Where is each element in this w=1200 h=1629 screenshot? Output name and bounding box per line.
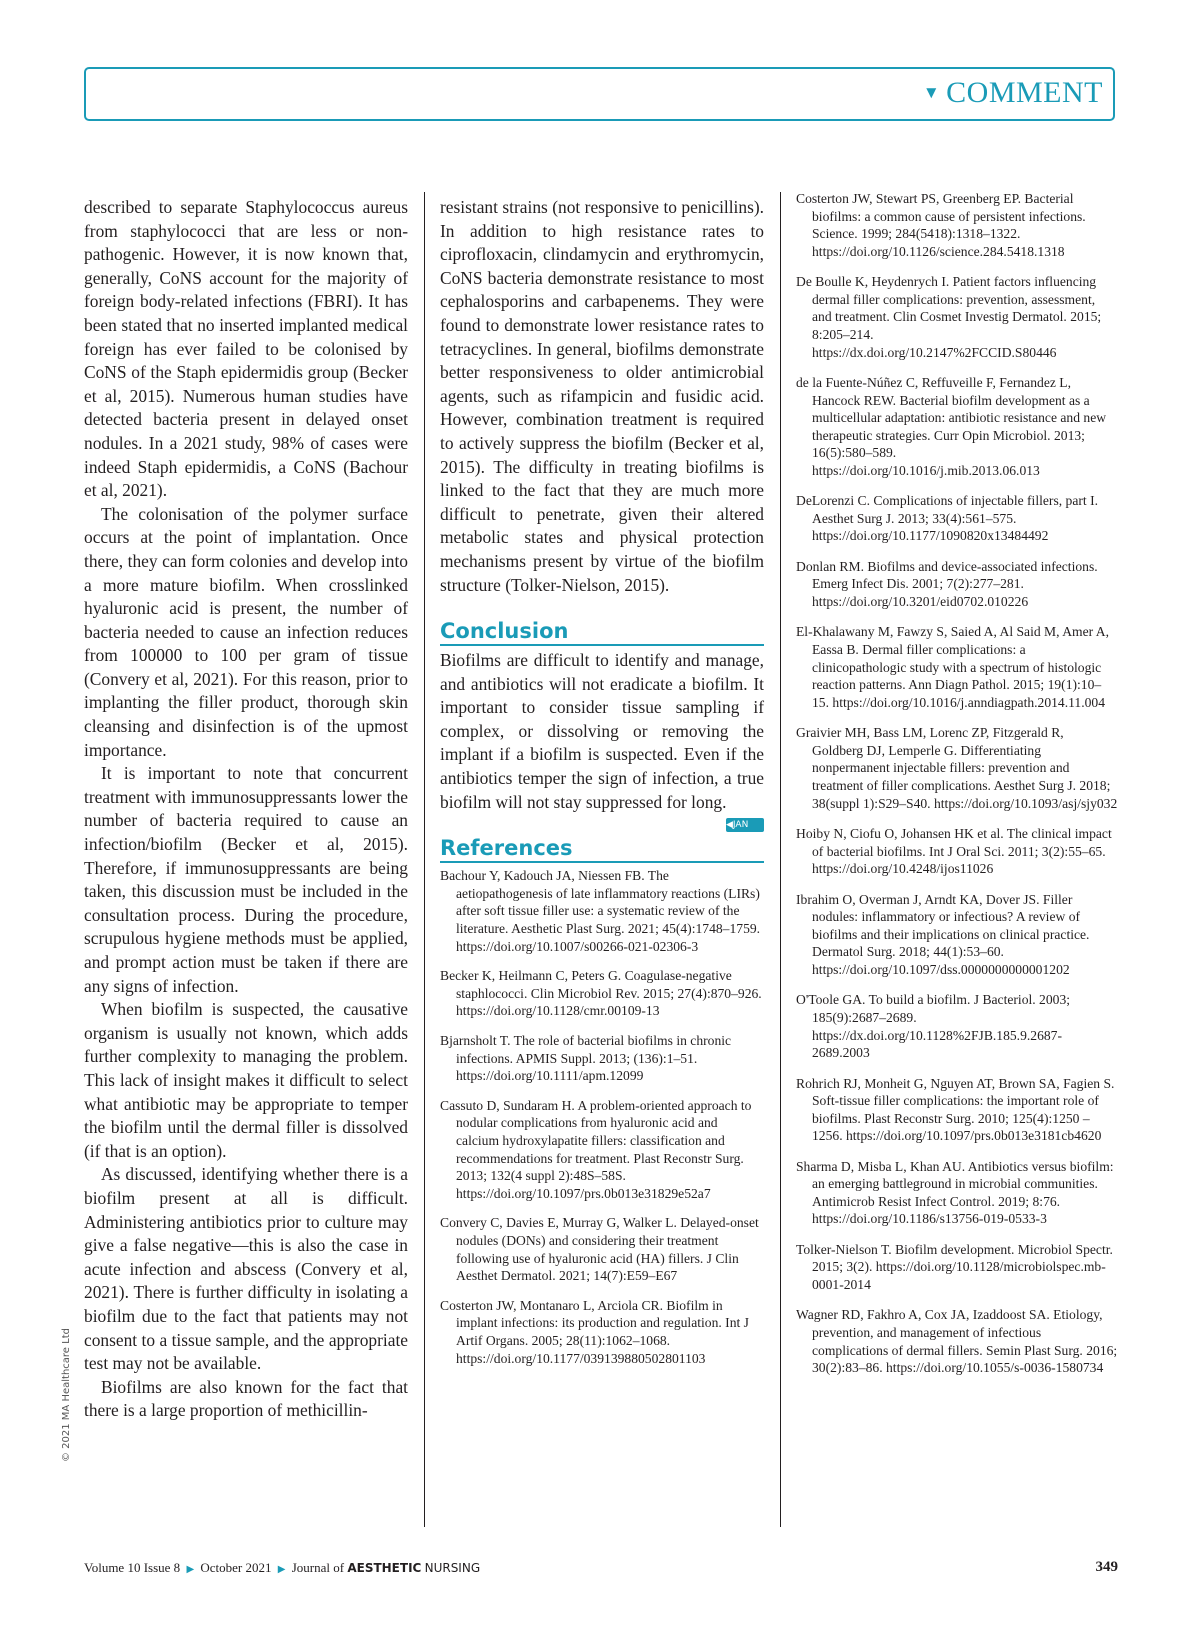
- section-label-text: COMMENT: [946, 76, 1103, 109]
- footer-journal-suffix: NURSING: [424, 1561, 481, 1575]
- reference-item: Ibrahim O, Overman J, Arndt KA, Dover JS. Filler nodules: inflammatory or infectious? A review of biofilms and their implications on clinical practice. Dermatol Surg. 2018; 44(1):53–60. https://doi.org/10.1097/dss.0000000000001202: [796, 891, 1090, 977]
- reference-item: Cassuto D, Sundaram H. A problem-oriented approach to nodular complications from hyaluronic acid and calcium hydroxylapatite fillers: classification and recommendations for treatment. Plast Reconstr Surg. 2013; 132(4 suppl 2):48S–58S. https://doi.org/10.1097/prs.0b013e31829e52a7: [440, 1097, 752, 1201]
- references-column-3: [796, 190, 1118, 1390]
- reference-item: Tolker-Nielson T. Biofilm development. Microbiol Spectr. 2015; 3(2). https://doi.org/10.1128/microbiolspec.mb-0001-2014: [796, 1241, 1113, 1293]
- page-footer: [84, 1560, 1118, 1580]
- copyright-notice: © 2021 MA Healthcare Ltd: [61, 1328, 72, 1462]
- end-of-article-icon: ◀JAN: [726, 818, 764, 832]
- body-column-2: [440, 196, 764, 1379]
- footer-date: October 2021: [200, 1560, 272, 1575]
- reference-list: [440, 867, 764, 1367]
- footer-volume: Volume 10 Issue 8: [84, 1560, 181, 1575]
- reference-item: Bachour Y, Kadouch JA, Niessen FB. The aetiopathogenesis of late inflammatory reactions (LIRs) after soft tissue filler use: a systematic review of the literature. Aesthetic Plast Surg. 2021; 45(4):1748–1759. https://doi.org/10.1007/s00266-021-02306-3: [440, 868, 761, 954]
- column-divider: [424, 192, 425, 1527]
- triangle-down-icon: ▼: [922, 83, 941, 102]
- reference-item: Costerton JW, Montanaro L, Arciola CR. Biofilm in implant infections: its production and regulation. Int J Artif Organs. 2005; 28(11):1062–1068. https://doi.org/10.1177/039139880502801103: [440, 1297, 749, 1366]
- references-heading: References: [440, 836, 764, 863]
- footer-journal-brand: AESTHETIC: [347, 1561, 422, 1575]
- column-divider: [780, 192, 781, 1527]
- body-paragraph: resistant strains (not responsive to penicillins). In addition to high resistance rates to ciprofloxacin, clindamycin and erythromycin, CoNS bacteria demonstrate resistance to most cephalosporins and carbapenems. They were found to demonstrate lower resistance rates to tetracyclines. In general, biofilms demonstrate better responsiveness to older antimicrobial agents, such as rifampicin and fusidic acid. However, combination treatment is required to actively suppress the biofilm (Becker et al, 2015). The difficulty in treating biofilms is linked to the fact that they are much more difficult to penetrate, given their altered metabolic states and physical protection mechanisms present by virtue of the biofilm structure (Tolker-Nielson, 2015).: [440, 197, 764, 595]
- body-paragraph: When biofilm is suspected, the causative organism is usually not known, which adds further complexity to managing the problem. This lack of insight makes it difficult to select what antibiotic may be appropriate to temper the biofilm until the dermal filler is dissolved (if that is an option).: [84, 999, 408, 1161]
- reference-item: de la Fuente-Núñez C, Reffuveille F, Fernandez L, Hancock REW. Bacterial biofilm development as a multicellular adaptation: antibiotic resistance and new therapeutic strategies. Curr Opin Microbiol. 2013; 16(5):580–589. https://doi.org/10.1016/j.mib.2013.06.013: [796, 374, 1107, 478]
- body-paragraph: described to separate Staphylococcus aureus from staphylococci that are less or non-pathogenic. However, it is now known that, generally, CoNS account for the majority of foreign body-related infections (FBRI). It has been stated that no inserted implanted medical foreign has ever failed to be colonised by CoNS of the Staph epidermidis group (Becker et al, 2015). Numerous human studies have detected bacteria present in delayed onset nodules. In a 2021 study, 98% of cases were indeed Staph epidermidis, a CoNS (Bachour et al, 2021).: [84, 197, 408, 501]
- footer-journal-prefix: Journal of: [291, 1560, 345, 1575]
- arrow-right-icon: ▶: [186, 1564, 195, 1575]
- reference-item: De Boulle K, Heydenrych I. Patient factors influencing dermal filler complications: prevention, assessment, and treatment. Clin Cosmet Investig Dermatol. 2015; 8:205–214. https://dx.doi.org/10.2147%2FCCID.S80446: [796, 274, 1102, 360]
- reference-item: DeLorenzi C. Complications of injectable fillers, part I. Aesthet Surg J. 2013; 33(4):561–575. https://doi.org/10.1177/1090820x13484492: [796, 493, 1098, 544]
- reference-item: O'Toole GA. To build a biofilm. J Bacteriol. 2003; 185(9):2687–2689. https://dx.doi.org/10.1128%2FJB.185.9.2687-2689.2003: [796, 992, 1071, 1061]
- body-column-1: [84, 196, 408, 1423]
- reference-item: Bjarnsholt T. The role of bacterial biofilms in chronic infections. APMIS Suppl. 2013; (136):1–51. https://doi.org/10.1111/apm.12099: [440, 1033, 732, 1084]
- reference-item: Donlan RM. Biofilms and device-associated infections. Emerg Infect Dis. 2001; 7(2):277–281. https://doi.org/10.3201/eid0702.010226: [796, 558, 1098, 610]
- reference-item: Sharma D, Misba L, Khan AU. Antibiotics versus biofilm: an emerging battleground in microbial communities. Antimicrob Resist Infect Control. 2019; 8:76. https://doi.org/10.1186/s13756-019-0533-3: [796, 1158, 1114, 1227]
- page-number: 349: [1095, 1559, 1118, 1575]
- conclusion-text: Biofilms are difficult to identify and manage, and antibiotics will not eradicate a biofilm. It important to consider tissue sampling if complex, or dissolving or removing the implant if a biofilm is suspected. Even if the antibiotics temper the sign of infection, a true biofilm will not stay suppressed for long.: [440, 650, 764, 812]
- reference-item: Becker K, Heilmann C, Peters G. Coagulase-negative staphlococci. Clin Microbiol Rev. 2015; 27(4):870–926. https://doi.org/10.1128/cmr.00109-13: [440, 968, 762, 1019]
- reference-item: Rohrich RJ, Monheit G, Nguyen AT, Brown SA, Fagien S. Soft-tissue filler complications: the important role of biofilms. Plast Reconstr Surg. 2010; 125(4):1250 –1256. https://doi.org/10.1097/prs.0b013e3181cb4620: [796, 1075, 1115, 1144]
- reference-item: El-Khalawany M, Fawzy S, Saied A, Al Said M, Amer A, Eassa B. Dermal filler complications: a clinicopathologic study with a spectrum of histologic reaction patterns. Ann Diagn Pathol. 2015; 19(1):10–15. https://doi.org/10.1016/j.anndiagpath.2014.11.004: [796, 624, 1110, 710]
- body-paragraph: Biofilms are also known for the fact that there is a large proportion of methicillin-: [84, 1376, 408, 1421]
- reference-item: Convery C, Davies E, Murray G, Walker L. Delayed-onset nodules (DONs) and considering their treatment following use of hyaluronic acid (HA) fillers. J Clin Aesthet Dermatol. 2021; 14(7):E59–E67: [440, 1215, 759, 1284]
- reference-item: Wagner RD, Fakhro A, Cox JA, Izaddoost SA. Etiology, prevention, and management of infectious complications of dermal fillers. Semin Plast Surg. 2016; 30(2):83–86. https://doi.org/10.1055/s-0036-1580734: [796, 1307, 1118, 1376]
- footer-citation: [84, 1560, 480, 1576]
- section-label: [923, 76, 1103, 110]
- reference-item: Costerton JW, Stewart PS, Greenberg EP. Bacterial biofilms: a common cause of persistent infections. Science. 1999; 284(5418):1318–1322. https://doi.org/10.1126/science.284.5418.1318: [796, 191, 1086, 259]
- conclusion-heading: Conclusion: [440, 619, 764, 646]
- reference-item: Hoiby N, Ciofu O, Johansen HK et al. The clinical impact of bacterial biofilms. Int J Oral Sci. 2011; 3(2):55–65. https://doi.org/10.4248/ijos11026: [796, 825, 1112, 877]
- body-paragraph: It is important to note that concurrent treatment with immunosuppressants lower the number of bacteria required to cause an infection/biofilm (Becker et al, 2015). Therefore, if immunosuppressants are being taken, this discussion must be included in the consultation process. During the procedure, scrupulous hygiene methods must be applied, and prompt action must be taken if there are any signs of infection.: [84, 763, 408, 996]
- conclusion-paragraph: [440, 649, 764, 831]
- reference-item: Graivier MH, Bass LM, Lorenc ZP, Fitzgerald R, Goldberg DJ, Lemperle G. Differentiating nonpermanent injectable fillers: prevention and treatment of filler complications. Aesthet Surg J. 2018; 38(suppl 1):S29–S40. https://doi.org/10.1093/asj/sjy032: [796, 725, 1118, 811]
- arrow-right-icon: ▶: [277, 1564, 286, 1575]
- body-paragraph: As discussed, identifying whether there is a biofilm present at all is difficult. Administering antibiotics prior to culture may give a false negative—this is also the case in acute infection and abscess (Convery et al, 2021). There is further difficulty in isolating a biofilm due to the fact that patients may not consent to a tissue sample, and the appropriate test may not be available.: [84, 1164, 408, 1374]
- body-paragraph: The colonisation of the polymer surface occurs at the point of implantation. Once there, they can form colonies and develop into a more mature biofilm. When crosslinked hyaluronic acid is present, the number of bacteria needed to cause an infection reduces from 100000 to 100 per gram of tissue (Convery et al, 2021). For this reason, prior to implanting the filler product, thorough skin cleansing and disinfection is of the upmost importance.: [84, 503, 408, 760]
- section-header-box: [84, 67, 1115, 121]
